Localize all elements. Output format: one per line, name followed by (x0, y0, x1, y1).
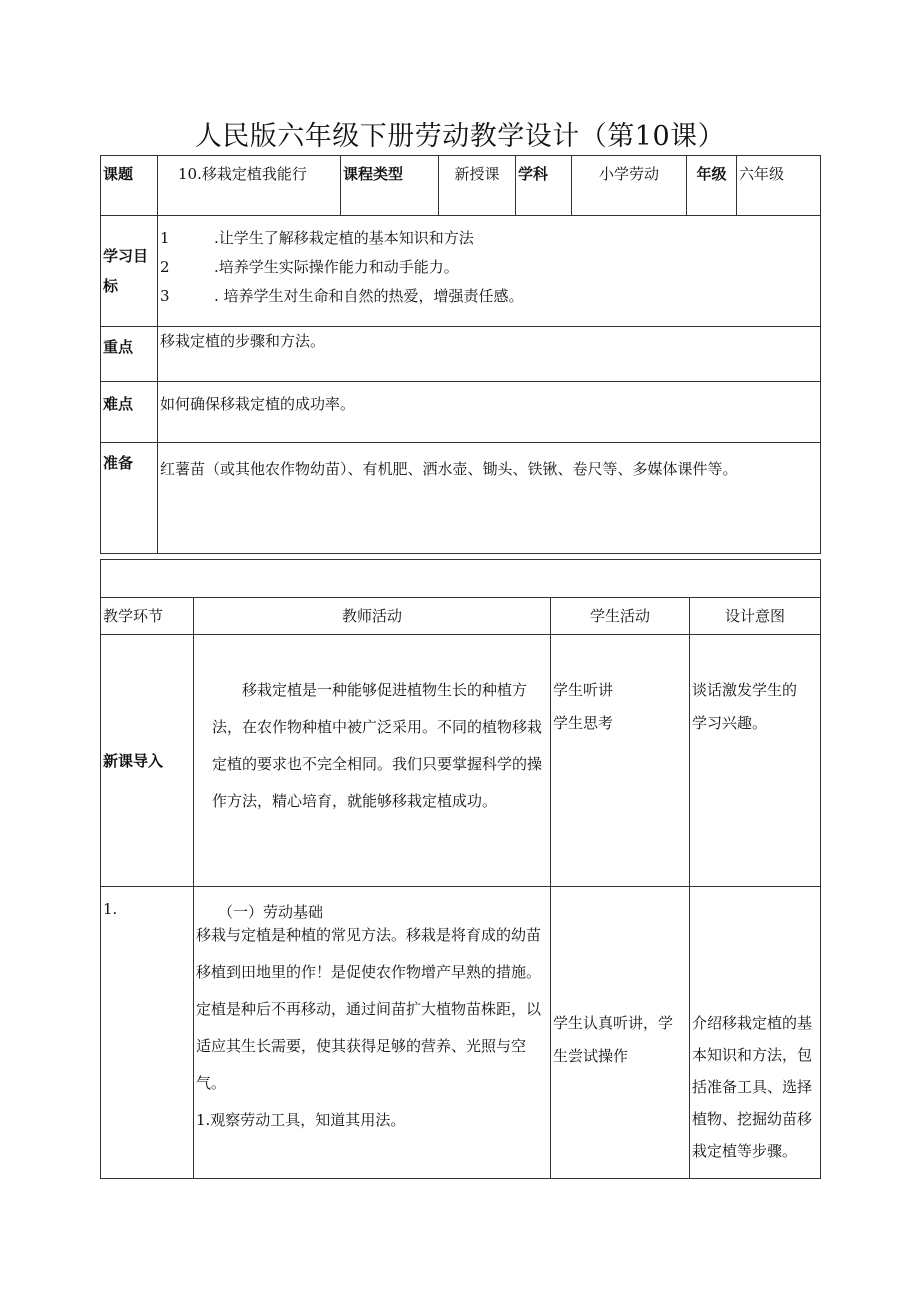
goal-item (160, 253, 818, 282)
step1-teacher-text: 移栽与定植是种植的常见方法。移栽是将育成的幼苗移植到田地里的作！是促使农作物增产早熟的措施。定植是种后不再移动，通过间苗扩大植物苗株距，以适应其生长需要，使其获得足够的营养、光照与空气。 (196, 926, 542, 1092)
page-title: 人民版六年级下册劳动教学设计（第10课） (194, 121, 726, 152)
goal-number: 2 (160, 258, 170, 276)
intro-teacher-text: 移栽定植是一种能够促进植物生长的种植方法，在农作物种植中被广泛采用。不同的植物移栽定植的要求也不完全相同。我们只要掌握科学的操作方法，精心培育，就能够移栽定植成功。 (212, 681, 543, 810)
step1-task: 1.观察劳动工具，知道其用法。 (196, 1111, 406, 1129)
goal-number: 1 (160, 229, 170, 247)
step1-stage: 1. (101, 887, 194, 1179)
intro-teacher-cell (194, 635, 551, 887)
header-stage: 教学环节 (101, 598, 194, 635)
prep-label: 准备 (101, 443, 158, 554)
goals-label (101, 216, 158, 327)
blank-row (101, 560, 821, 598)
prep-value: 红薯苗（或其他农作物幼苗）、有机肥、洒水壶、锄头、铁锹、卷尺等、多媒体课件等。 (158, 443, 821, 554)
lesson-label: 课题 (101, 156, 158, 216)
intro-student-line: 学生思考 (553, 714, 614, 732)
goal-text: . 培养学生对生命和自然的热爱，增强责任感。 (214, 287, 524, 305)
step1-student: 学生认真听讲，学生尝试操作 (551, 887, 690, 1179)
goal-item (160, 282, 818, 311)
grade-value: 六年级 (737, 156, 821, 216)
goal-number: 3 (160, 287, 170, 305)
intro-stage: 新课导入 (101, 635, 194, 887)
intro-student-cell (551, 635, 690, 887)
goal-text: .培养学生实际操作能力和动手能力。 (214, 258, 459, 276)
type-value: 新授课 (439, 156, 516, 216)
header-intent: 设计意图 (690, 598, 821, 635)
goals-cell (158, 216, 821, 327)
header-teacher: 教师活动 (194, 598, 551, 635)
subject-label: 学科 (516, 156, 572, 216)
difficulty-label: 难点 (101, 382, 158, 443)
step1-heading: （一）劳动基础 (218, 903, 324, 921)
difficulty-value: 如何确保移栽定植的成功率。 (158, 382, 821, 443)
goal-text: .让学生了解移栽定植的基本知识和方法 (214, 229, 474, 247)
lesson-value: 10.移栽定植我能行 (158, 156, 341, 216)
key-label: 重点 (101, 327, 158, 382)
subject-value: 小学劳动 (572, 156, 687, 216)
goals-label-line2: 标 (103, 277, 119, 295)
header-student: 学生活动 (551, 598, 690, 635)
intro-student-line: 学生听讲 (553, 681, 614, 699)
key-value: 移栽定植的步骤和方法。 (158, 327, 821, 382)
teaching-plan-table (100, 559, 821, 1179)
intro-intent: 谈话激发学生的学习兴趣。 (690, 635, 821, 887)
step1-teacher-cell (194, 887, 551, 1179)
goals-label-line1: 学习目 (103, 247, 149, 265)
grade-label: 年级 (687, 156, 737, 216)
lesson-info-table (100, 155, 821, 554)
step1-intent: 介绍移栽定植的基本知识和方法，包括准备工具、选择植物、挖掘幼苗移栽定植等步骤。 (690, 887, 821, 1179)
goal-item (160, 224, 818, 253)
type-label: 课程类型 (341, 156, 439, 216)
